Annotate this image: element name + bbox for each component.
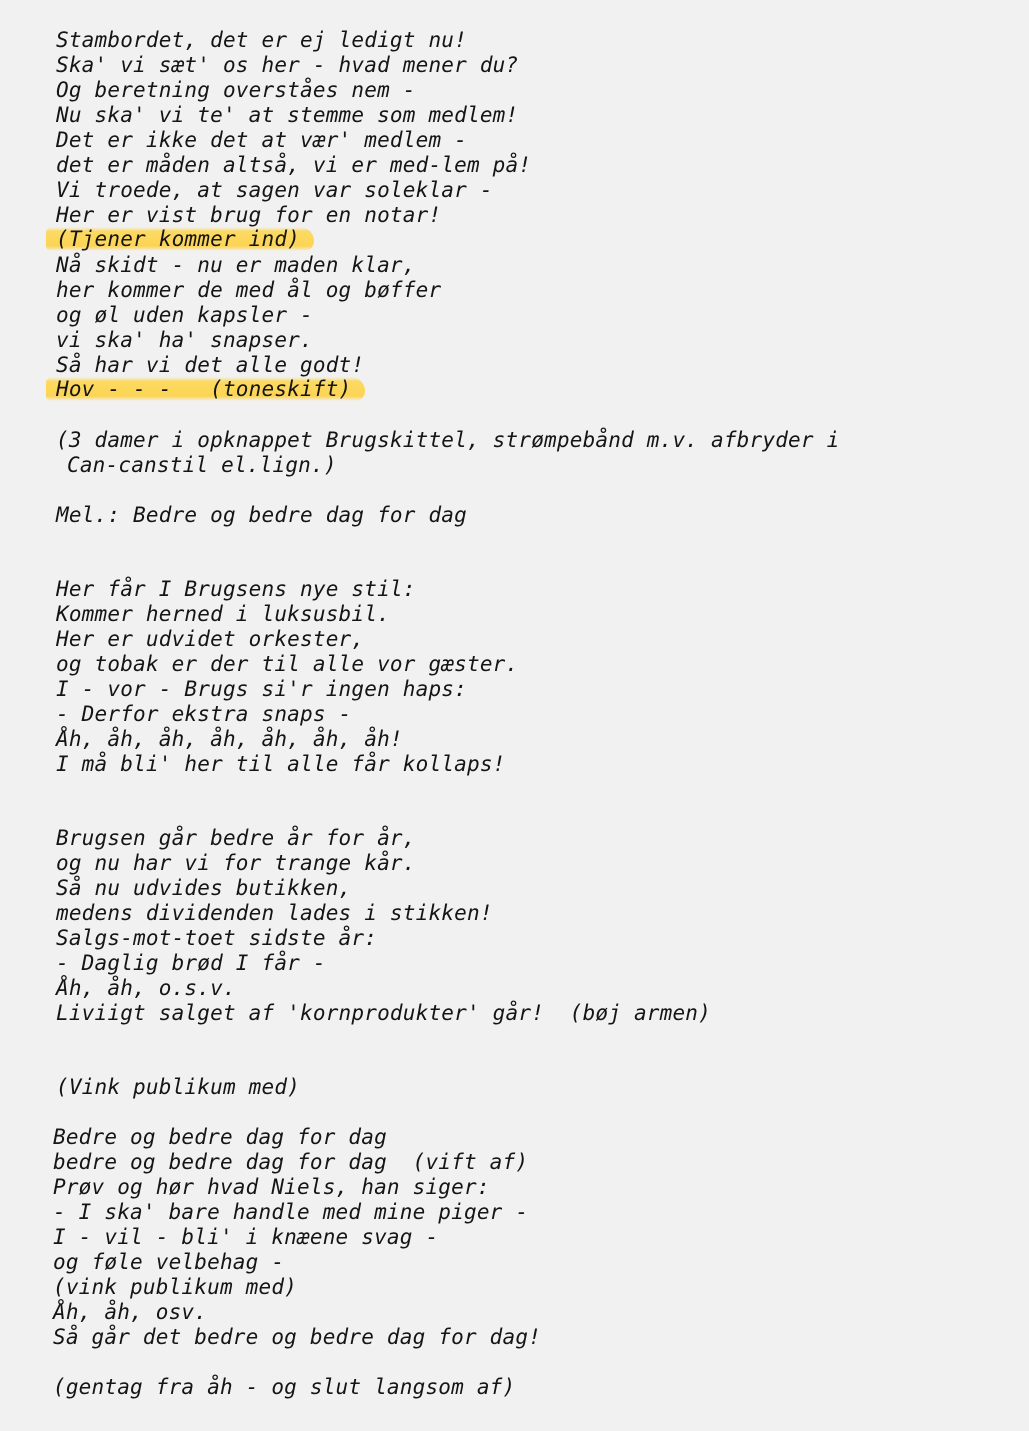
lyric-line: Kommer herned i luksusbil. [56,602,390,626]
lyric-line: Åh, åh, osv. [53,1300,208,1324]
lyric-line: vi ska' ha' snapser. [56,328,313,352]
lyric-line: Brugsen går bedre år for år, [56,826,416,850]
lyric-line: Her er udvidet orkester, [56,627,365,651]
stage-direction: (gentag fra åh - og slut langsom af) [53,1375,516,1399]
lyric-line: - Derfor ekstra snaps - [56,702,352,726]
stage-direction: (Vink publikum med) [56,1075,301,1099]
lyric-line: og føle velbehag - [53,1250,285,1274]
stage-direction: Can-canstil el.lign.) [67,453,337,477]
stage-direction: (vink publikum med) [53,1275,298,1299]
lyric-line: her kommer de med ål og bøffer [56,278,442,302]
stage-direction-highlighted [56,227,314,252]
lyric-line: Ska' vi sæt' os her - hvad mener du? [56,53,519,77]
lyric-line: det er måden altså, vi er med-lem på! [56,153,532,177]
lyric-line: Prøv og hør hvad Niels, han siger: [53,1175,490,1199]
stage-direction-highlighted [56,377,365,402]
lyric-line: og øl uden kapsler - [56,303,313,327]
lyric-line: medens dividenden lades i stikken! [56,901,493,925]
lyric-line: Så går det bedre og bedre dag for dag! [53,1325,542,1349]
stage-direction: (3 damer i opknappet Brugskittel, strømpebånd m.v. afbryder i [56,428,840,452]
lyric-line: Her får I Brugsens nye stil: [56,577,416,601]
lyric-line: Åh, åh, åh, åh, åh, åh, åh! [56,727,403,751]
lyric-line: Stambordet, det er ej ledigt nu! [56,28,467,52]
lyric-line: Her er vist brug for en notar! [56,203,442,227]
lyric-line: Vi troede, at sagen var soleklar - [56,178,493,202]
lyric-line: Og beretning overståes nem - [56,78,416,102]
lyric-line: og nu har vi for trange kår. [56,851,416,875]
lyric-line: Så har vi det alle godt! [56,353,365,377]
lyric-line: I - vor - Brugs si'r ingen haps: [56,677,467,701]
lyric-line: Nå skidt - nu er maden klar, [56,253,416,277]
lyric-line: Åh, åh, o.s.v. [56,976,236,1000]
lyric-line: Liviigt salget af 'kornprodukter' går! (bøj armen) [56,1001,711,1025]
highlight-marker: (Tjener kommer ind) [46,227,314,251]
lyric-line: I må bli' her til alle får kollaps! [56,752,506,776]
lyric-line: Det er ikke det at vær' medlem - [56,128,467,152]
lyric-line: Så nu udvides butikken, [56,876,352,900]
lyric-line: - Daglig brød I får - [56,951,326,975]
lyric-line: bedre og bedre dag for dag (vift af) [53,1150,529,1174]
lyric-line: Bedre og bedre dag for dag [53,1125,387,1149]
lyric-line: - I ska' bare handle med mine piger - [53,1200,529,1224]
melody-line: Mel.: Bedre og bedre dag for dag [56,503,467,527]
lyric-line: I - vil - bli' i knæene svag - [53,1225,439,1249]
lyric-line: og tobak er der til alle vor gæster. [56,652,519,676]
lyric-line: Nu ska' vi te' at stemme som medlem! [56,103,519,127]
lyric-line: Salgs-mot-toet sidste år: [56,926,378,950]
highlight-marker: Hov - - - (toneskift) [46,377,365,401]
